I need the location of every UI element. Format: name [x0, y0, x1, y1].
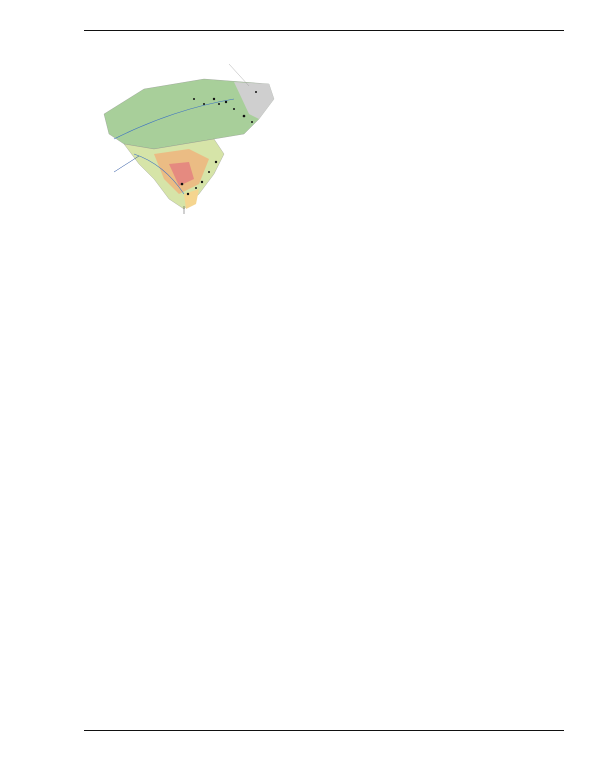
panel-b-chart: [286, 44, 561, 276]
carolinas-map: [84, 44, 284, 224]
right-column: [326, 352, 564, 356]
rivers-pointer: [114, 156, 139, 172]
map-svg: [84, 44, 284, 224]
footer-left: [84, 735, 90, 745]
panel-b-svg: [286, 44, 561, 276]
footer-rule: [84, 730, 564, 731]
header-rule: [84, 30, 564, 31]
